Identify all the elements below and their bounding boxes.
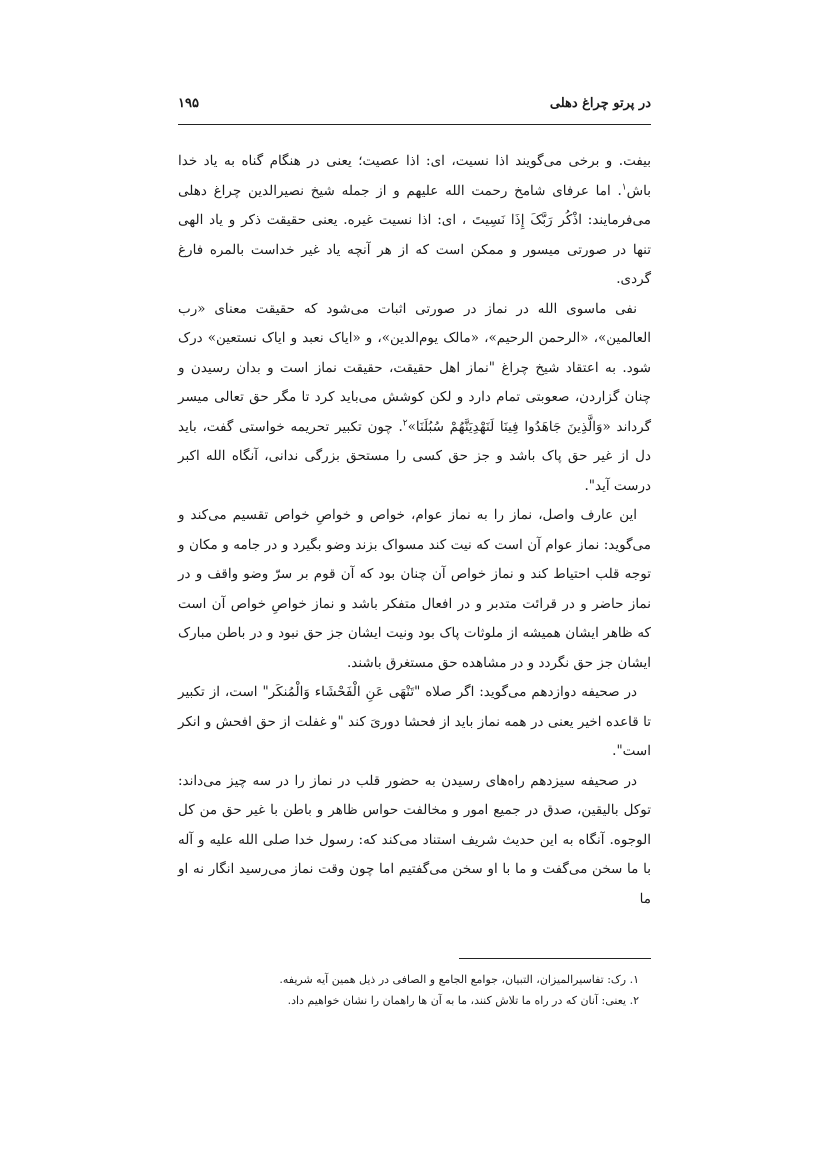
footnote-1: ۱. رک: تفاسیرالمیزان، التبیان، جوامع الجامع و الصافی در ذیل همین آیه شریفه. [279, 973, 639, 986]
paragraph-3: این عارف واصل، نماز را به نماز عوام، خواص و خواصِ خواص تقسیم می‌کند و می‌گوید: نماز عوام آن است که نیت کند مسواک بزند وضو بگیرد و در جامه و مکان و توجه قلب احتیاط کند و نماز خواص آن چنان بود که آن قوم بر سرّ وضو واقف و در نماز حاضر و در قرائت متدبر و در افعال متفکر باشد و نماز خواصِ خواص آن است که ظاهر ایشان همیشه از ملوثات پاک بود ونیت ایشان جز حق نبود و در باطن مبارک ایشان جز حق نگردد و در مشاهده حق مستغرق باشند. [178, 507, 651, 671]
paragraph-4: در صحیفه دوازدهم می‌گوید: اگر صلاه "تَنْهَی عَنِ الْفَحْشَاء وَالْمُنکَر" است، از تکبیر تا قاعده اخیر یعنی در همه نماز باید از فحشا دوریَ کند "و غفلت از حق افحش و انکر است". [178, 684, 651, 759]
paragraph-1 [178, 147, 651, 295]
paragraph-2-start: نفی ماسوی الله در نماز در صورتی اثبات می‌شود که حقیقت معنای «رب العالمین»، «الرحمن الرحیم»، «مالک یوم‌الدین»، و «ایاک نعبد و ایاک نستعین» درک شود. به اعتقاد شیخ چراغ "نماز اهل حقیقت، حقیقت نماز است و بدان رسیدن و چنان گزاردن، صعوبتی تمام دارد و لکن کوشش می‌باید کرد تا مگر حق تعالی میسر گرداند «وَالَّذِینَ جَاهَدُوا فِینَا لَنَهْدِیَنَّهُمْ سُبُلَنَا» [178, 300, 652, 435]
book-page [178, 96, 651, 1011]
paragraph-2-rest: . چون تکبیر تحریمه خواستی گفت، باید دل از غیر حق پاک باشد و جز حق کسی را مستحق بزرگی ندانی، آنگاه الله اکبر درست آید". [178, 418, 651, 494]
paragraph-1-start: بیفت. و برخی می‌گویند اذا نسیت، ای: اذا عصیت؛ یعنی در هنگام گناه به یاد خدا باش [178, 153, 651, 199]
footnote-rule [459, 958, 651, 959]
body-text [178, 147, 651, 914]
footnote-ref-1: ۱ [621, 182, 627, 192]
page-number: ۱۹۵ [178, 96, 199, 111]
footnotes [178, 969, 651, 1011]
running-head [178, 96, 651, 124]
running-title: در پرتو چراغ دهلی [549, 96, 651, 111]
paragraph-2 [178, 295, 651, 502]
paragraph-5: در صحیفه سیزدهم راه‌های رسیدن به حضور قلب در نماز را در سه چیز می‌داند: توکل بالیقین، صدق در جمیع امور و مخالفت حواس ظاهر و باطن با غیر حق من کل الوجوه. آنگاه به این حدیث شریف استناد می‌کند که: رسول خدا صلی الله علیه و آله با ما سخن می‌گفت و ما با او سخن می‌گفتیم اما چون وقت نماز می‌رسید انگار نه او ما [178, 772, 651, 907]
footnote-2: ۲. یعنی: آنان که در راه ما تلاش کنند، ما به آن ها راهمان را نشان خواهیم داد. [287, 994, 639, 1007]
paragraph-1-rest: . اما عرفای شامخ رحمت الله علیهم و از جمله شیخ نصیرالدین چراغ دهلی می‌فرمایند: اذْکُر رَبَّکَ إِذَا نَسِیتَ ، ای: اذا نسیت غیره. یعنی حقیقت ذکر و یاد الهی تنها در صورتی میسور و ممکن است که از هر آنچه یاد غیر خداست بالمره فارغ گردی. [178, 182, 651, 287]
footnote-ref-2: ۲ [402, 418, 408, 428]
header-rule [178, 124, 651, 125]
